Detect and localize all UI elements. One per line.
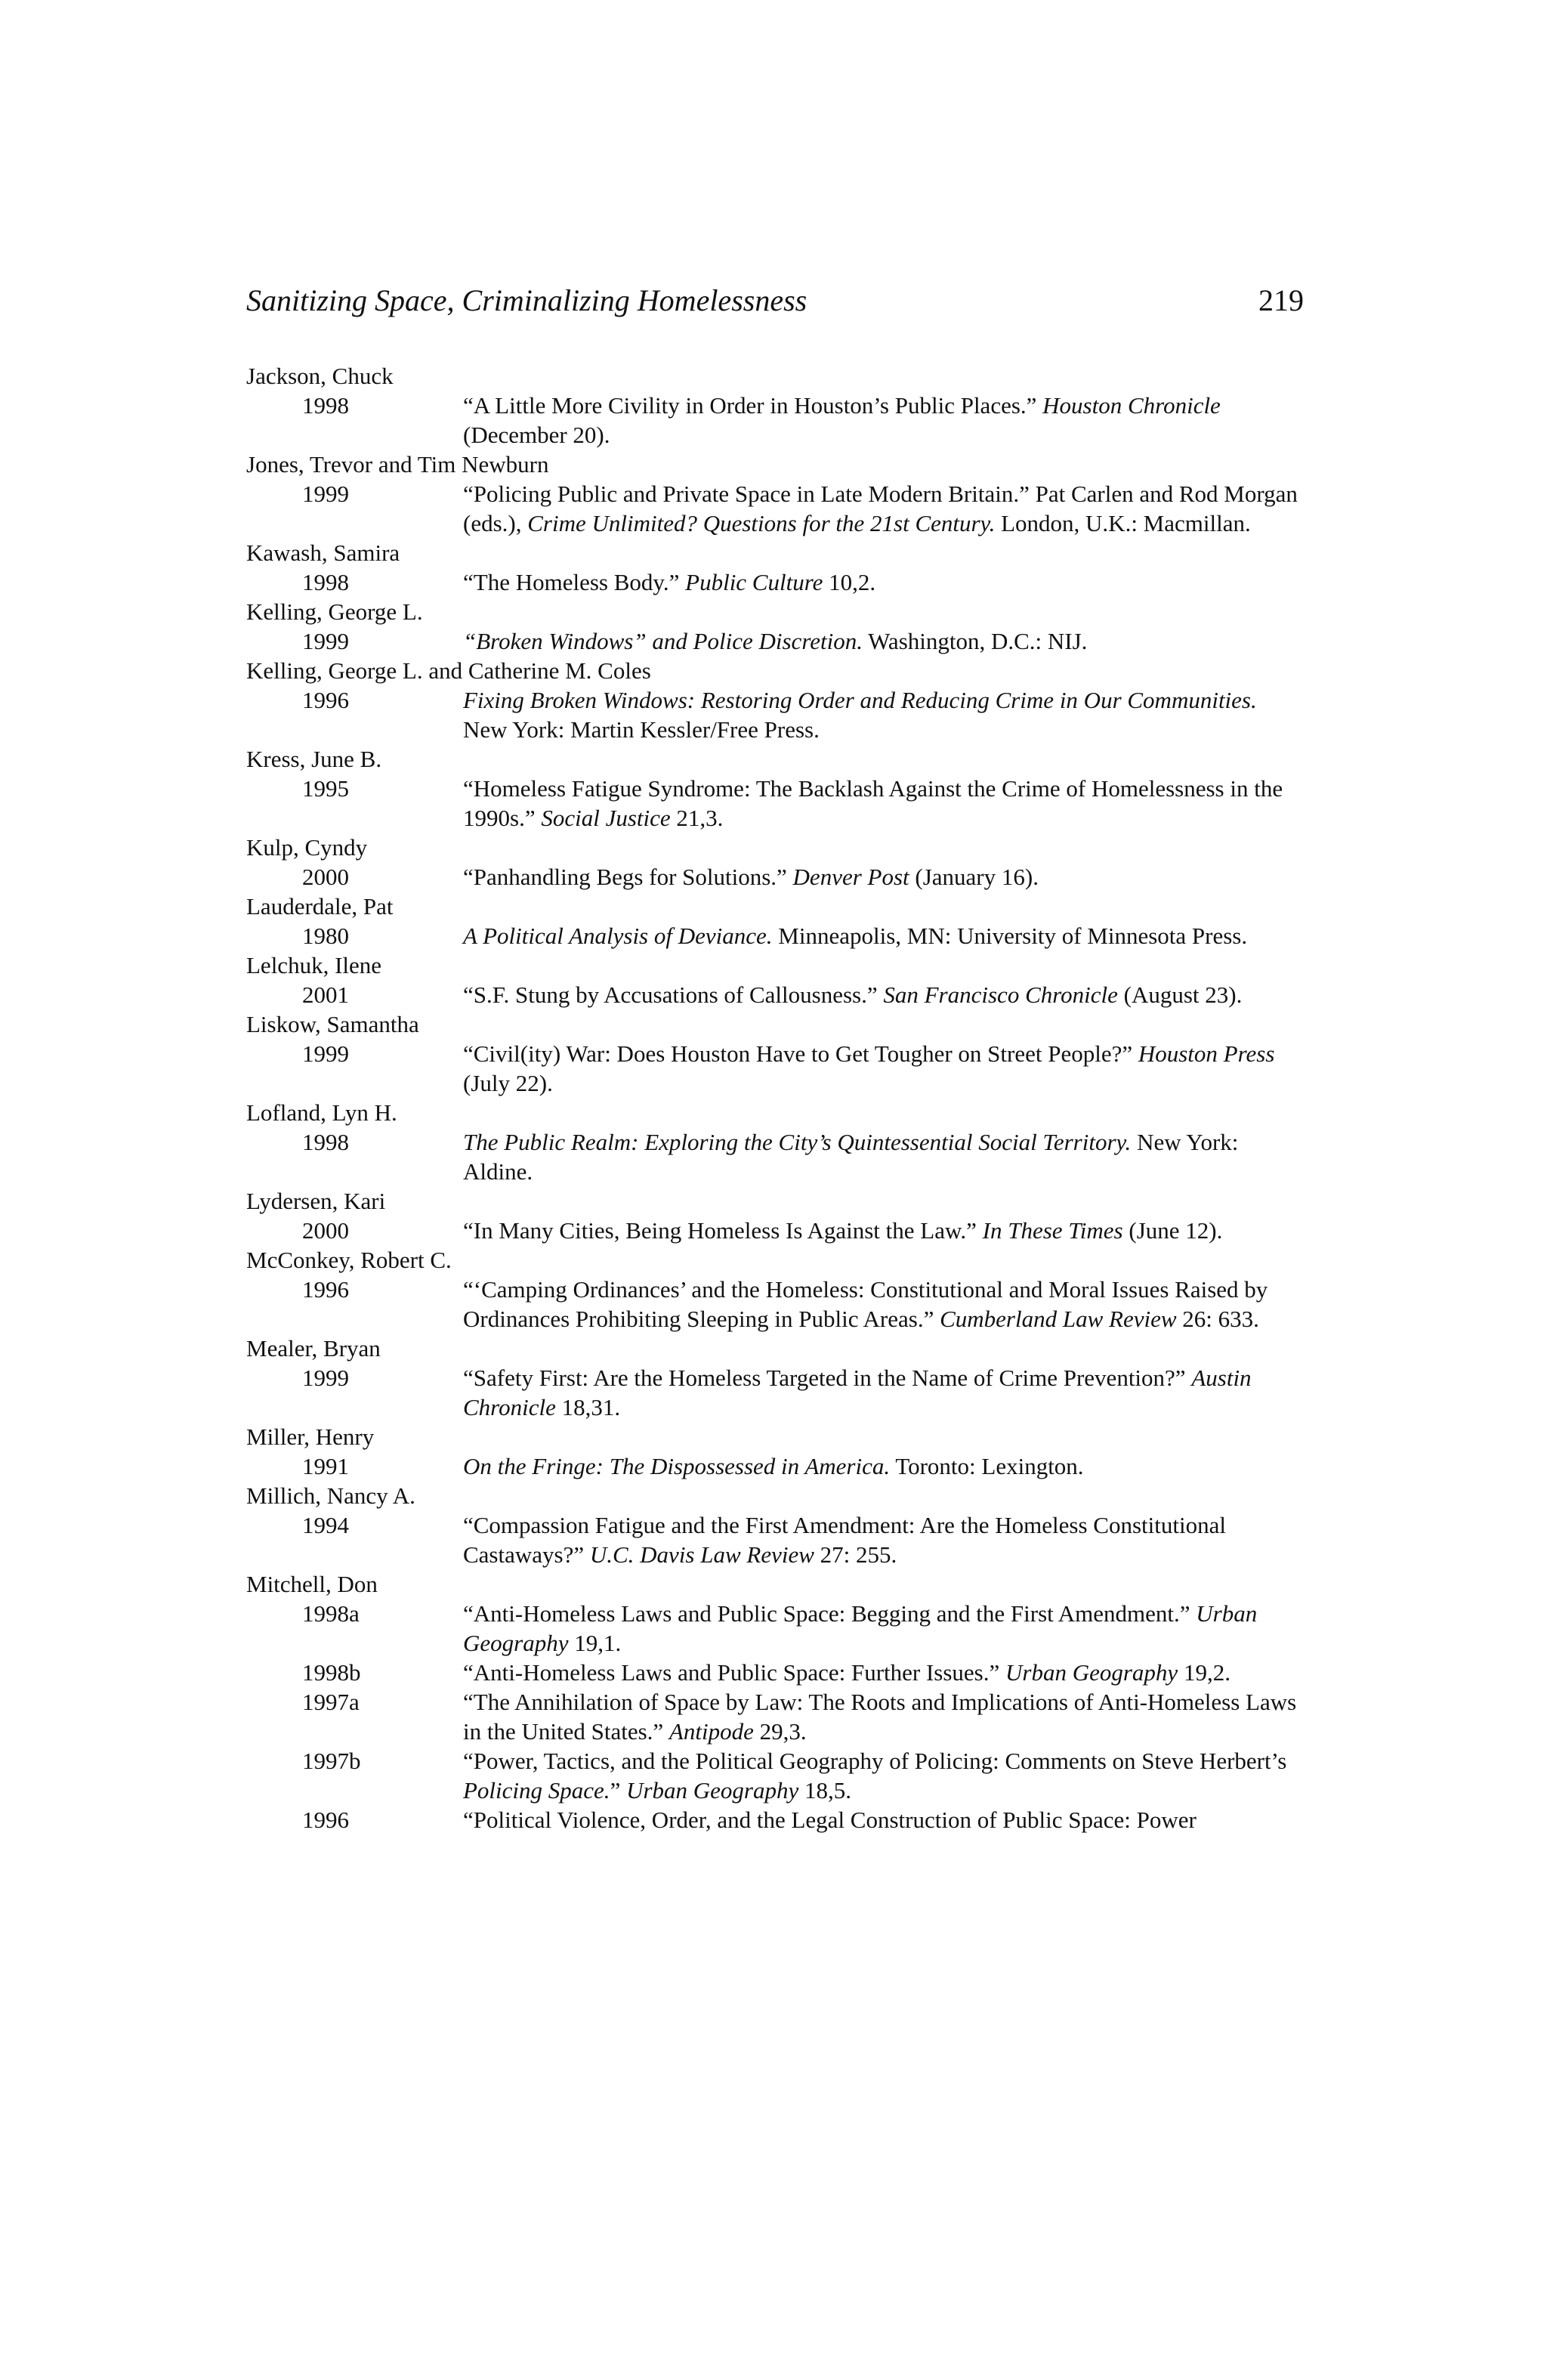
bib-year: 1996 — [302, 1807, 349, 1833]
bib-italic-text: Houston Press — [1138, 1040, 1275, 1067]
bib-year: 2001 — [302, 981, 349, 1008]
bib-author: Mealer, Bryan — [246, 1335, 381, 1362]
bib-entry — [246, 1746, 1304, 1805]
bib-group — [246, 1186, 1304, 1245]
bib-text: “‘Camping Ordinances’ and the Homeless: Constitutional and Moral Issues Raised by Ordinances Prohibiting Sleeping in Public Areas.” — [463, 1276, 1268, 1332]
bib-text: 10,2. — [823, 569, 876, 595]
bib-entry — [246, 1275, 1304, 1334]
bib-italic-text: Policing Space. — [463, 1777, 610, 1804]
bib-entry — [246, 1510, 1304, 1569]
bib-entry — [246, 774, 1304, 833]
bib-text: “Safety First: Are the Homeless Targeted in the Name of Crime Prevention?” — [463, 1365, 1192, 1391]
bib-group — [246, 597, 1304, 656]
bib-author: Miller, Henry — [246, 1423, 375, 1450]
bib-italic-text: The Public Realm: Exploring the City’s Quintessential Social Territory. — [463, 1129, 1132, 1155]
bib-italic-text: Crime Unlimited? Questions for the 21st Century. — [527, 510, 996, 536]
bib-year: 1997a — [302, 1689, 360, 1715]
bib-group — [246, 1009, 1304, 1098]
bib-author: Lofland, Lyn H. — [246, 1099, 397, 1126]
bib-reference — [463, 1451, 1304, 1481]
bib-italic-text: Cumberland Law Review — [940, 1306, 1177, 1332]
running-title: Sanitizing Space, Criminalizing Homelessness — [246, 283, 807, 317]
bib-text: New York: Aldine. — [463, 1129, 1239, 1185]
bib-group — [246, 1334, 1304, 1422]
bib-reference — [463, 862, 1304, 892]
bib-text: “Power, Tactics, and the Political Geography of Policing: Comments on Steve Herbert’s — [463, 1748, 1287, 1774]
bib-reference — [463, 1275, 1304, 1334]
bib-text: (June 12). — [1122, 1217, 1223, 1244]
bib-text: Minneapolis, MN: University of Minnesota Press. — [772, 923, 1248, 949]
bib-text: 19,1. — [568, 1630, 622, 1656]
bib-text: 21,3. — [670, 805, 724, 831]
bib-year: 1980 — [302, 923, 349, 949]
bib-italic-text: On the Fringe: The Dispossessed in America. — [463, 1453, 891, 1479]
bib-italic-text: Houston Chronicle — [1042, 392, 1221, 419]
bib-entry — [246, 626, 1304, 656]
bib-author: Kelling, George L. and Catherine M. Coles — [246, 657, 651, 684]
bib-reference — [463, 1687, 1304, 1746]
bib-year: 1996 — [302, 1276, 349, 1303]
bib-text: “Anti-Homeless Laws and Public Space: Further Issues.” — [463, 1659, 1006, 1686]
bib-italic-text: Public Culture — [685, 569, 823, 595]
bib-group — [246, 1098, 1304, 1186]
bib-reference — [463, 1805, 1304, 1834]
bib-author: Liskow, Samantha — [246, 1011, 419, 1037]
bib-year: 1999 — [302, 1365, 349, 1391]
bib-group — [246, 1569, 1304, 1834]
bib-reference — [463, 1599, 1304, 1658]
bib-text: “In Many Cities, Being Homeless Is Against the Law.” — [463, 1217, 983, 1244]
bib-year: 1991 — [302, 1453, 349, 1479]
bib-text: “A Little More Civility in Order in Houston’s Public Places.” — [463, 392, 1043, 419]
bib-text: (January 16). — [909, 864, 1039, 890]
bib-text: “Homeless Fatigue Syndrome: The Backlash Against the Crime of Homelessness in the 1990s.” — [463, 775, 1283, 831]
bib-entry — [246, 980, 1304, 1009]
bib-entry — [246, 567, 1304, 597]
bibliography — [246, 361, 1304, 1834]
bib-author: Jones, Trevor and Tim Newburn — [246, 451, 549, 478]
bib-group — [246, 892, 1304, 950]
bib-author: Millich, Nancy A. — [246, 1482, 415, 1509]
bib-text: 18,31. — [555, 1394, 621, 1420]
bib-year: 1997b — [302, 1748, 361, 1774]
bib-italic-text: Antipode — [669, 1718, 754, 1745]
bib-entry — [246, 1658, 1304, 1687]
bib-entry — [246, 1805, 1304, 1834]
bib-group — [246, 361, 1304, 450]
bib-year: 1998a — [302, 1600, 360, 1627]
bib-text: ” — [610, 1777, 627, 1804]
bib-reference — [463, 1127, 1304, 1186]
bib-author: Lydersen, Kari — [246, 1188, 386, 1214]
bib-reference — [463, 1658, 1304, 1687]
bib-italic-text: “Broken Windows” and Police Discretion. — [463, 628, 863, 654]
bib-author: Kelling, George L. — [246, 598, 423, 625]
bib-text: 18,5. — [798, 1777, 851, 1804]
bib-text: 19,2. — [1178, 1659, 1230, 1686]
bib-text: London, U.K.: Macmillan. — [995, 510, 1251, 536]
bib-entry — [246, 1599, 1304, 1658]
bib-italic-text: Urban Geography — [626, 1777, 799, 1804]
bib-text: “Panhandling Begs for Solutions.” — [463, 864, 793, 890]
bib-reference — [463, 774, 1304, 833]
bib-reference — [463, 391, 1304, 450]
bib-reference — [463, 1216, 1304, 1245]
bib-entry — [246, 479, 1304, 538]
bib-italic-text: In These Times — [982, 1217, 1123, 1244]
bib-entry — [246, 1687, 1304, 1746]
bib-text: Washington, D.C.: NIJ. — [862, 628, 1088, 654]
bib-text: “Civil(ity) War: Does Houston Have to Get Tougher on Street People?” — [463, 1040, 1138, 1067]
bib-author: Lelchuk, Ilene — [246, 952, 382, 978]
bib-group — [246, 450, 1304, 538]
bib-reference — [463, 626, 1304, 656]
bib-group — [246, 833, 1304, 892]
bib-group — [246, 1422, 1304, 1481]
bib-text: (December 20). — [463, 422, 610, 448]
bib-year: 1998 — [302, 1129, 349, 1155]
bib-group — [246, 656, 1304, 744]
bib-group — [246, 1245, 1304, 1334]
bib-year: 2000 — [302, 864, 349, 890]
bib-text: (August 23). — [1117, 981, 1243, 1008]
bib-text: “Policing Public and Private Space in Late Modern Britain.” Pat Carlen and Rod Morgan (eds.), — [463, 481, 1298, 536]
bib-text: “The Annihilation of Space by Law: The Roots and Implications of Anti-Homeless Laws in the United States.” — [463, 1689, 1297, 1745]
bib-italic-text: A Political Analysis of Deviance. — [463, 923, 773, 949]
bib-italic-text: Social Justice — [541, 805, 671, 831]
bib-reference — [463, 1363, 1304, 1422]
bib-reference — [463, 567, 1304, 597]
bib-year: 1996 — [302, 687, 349, 713]
bib-text: “The Homeless Body.” — [463, 569, 686, 595]
bib-year: 1999 — [302, 481, 349, 507]
bib-reference — [463, 1510, 1304, 1569]
bib-year: 1998 — [302, 569, 349, 595]
bib-italic-text: San Francisco Chronicle — [883, 981, 1118, 1008]
bib-text: 29,3. — [753, 1718, 807, 1745]
bib-group — [246, 950, 1304, 1009]
bib-author: McConkey, Robert C. — [246, 1247, 452, 1273]
bib-year: 1999 — [302, 628, 349, 654]
bib-text: “Anti-Homeless Laws and Public Space: Begging and the First Amendment.” — [463, 1600, 1197, 1627]
bib-entry — [246, 1451, 1304, 1481]
bib-reference — [463, 479, 1304, 538]
bib-italic-text: Urban Geography — [1005, 1659, 1178, 1686]
bib-reference — [463, 980, 1304, 1009]
bib-reference — [463, 1746, 1304, 1805]
bib-entry — [246, 391, 1304, 450]
page-number: 219 — [1258, 283, 1304, 317]
bib-italic-text: Denver Post — [792, 864, 909, 890]
bib-text: “Compassion Fatigue and the First Amendment: Are the Homeless Constitutional Castaways?” — [463, 1512, 1226, 1568]
bib-italic-text: Austin Chronicle — [463, 1365, 1252, 1420]
bib-author: Kulp, Cyndy — [246, 834, 368, 861]
bib-group — [246, 538, 1304, 597]
bib-author: Kawash, Samira — [246, 539, 400, 566]
bib-year: 1998b — [302, 1659, 361, 1686]
bib-entry — [246, 1363, 1304, 1422]
bib-text: “Political Violence, Order, and the Legal Construction of Public Space: Power — [463, 1807, 1197, 1833]
bib-text: 27: 255. — [814, 1541, 897, 1568]
bib-reference — [463, 685, 1304, 744]
bib-entry — [246, 921, 1304, 950]
bib-entry — [246, 1039, 1304, 1098]
bib-group — [246, 744, 1304, 833]
bib-year: 2000 — [302, 1217, 349, 1244]
bib-text: Toronto: Lexington. — [890, 1453, 1084, 1479]
bib-italic-text: U.C. Davis Law Review — [589, 1541, 814, 1568]
bib-text: New York: Martin Kessler/Free Press. — [463, 716, 820, 743]
bib-entry — [246, 1216, 1304, 1245]
bib-text: 26: 633. — [1176, 1306, 1259, 1332]
bib-author: Kress, June B. — [246, 746, 382, 772]
bib-year: 1998 — [302, 392, 349, 419]
bib-author: Mitchell, Don — [246, 1571, 378, 1597]
bib-italic-text: Fixing Broken Windows: Restoring Order and Reducing Crime in Our Communities. — [463, 687, 1257, 713]
bib-author: Lauderdale, Pat — [246, 893, 394, 920]
bib-reference — [463, 1039, 1304, 1098]
bib-group — [246, 1481, 1304, 1569]
bib-year: 1994 — [302, 1512, 349, 1538]
bib-text: (July 22). — [463, 1070, 553, 1096]
running-head — [246, 278, 1304, 323]
bib-reference — [463, 921, 1304, 950]
bib-entry — [246, 1127, 1304, 1186]
bib-year: 1995 — [302, 775, 349, 802]
bib-italic-text: Urban Geography — [463, 1600, 1258, 1656]
bib-author: Jackson, Chuck — [246, 363, 394, 389]
bib-text: “S.F. Stung by Accusations of Callousness.” — [463, 981, 884, 1008]
bib-year: 1999 — [302, 1040, 349, 1067]
bib-entry — [246, 862, 1304, 892]
bib-entry — [246, 685, 1304, 744]
